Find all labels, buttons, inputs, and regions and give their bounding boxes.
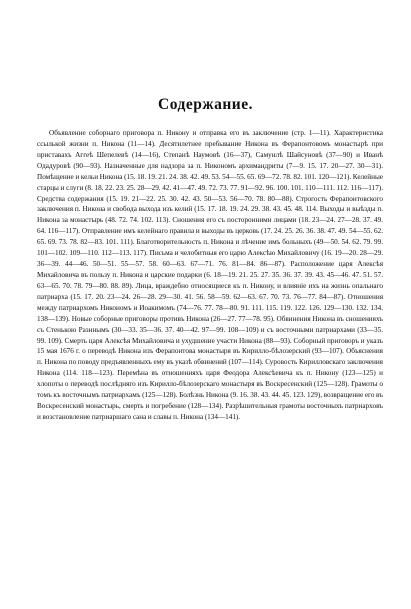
page-title: Содержание. [158, 96, 253, 113]
contents-paragraph: Объявление соборнаго приговора п. Никону и отправка его въ заключение (стр. 1—11). Характеристика ссылькой жизни п. Никона (11—14). Десятилетнее пребывание Никона въ Ферапонтовомъ монастырѣ при приставахъ Аггеѣ Шепелевѣ (14—16), Степанѣ Наумовѣ (16—37), Самуилѣ Шайсуновѣ (37—90) и Иванѣ Одадуровѣ (90—93). Назначенные для надзора за п. Никономъ архимандриты (7—9. 15. 17. 20—27. 30—31). Помѣщение и кельи Никона (15. 18. 19. 21. 24. 38. 42. 49. 53. 54—55. 65. 69—72. 78. 82. 101. 120—121). Келейные старцы и слуги (8. 18. 22. 23. 25. 28—29. 42. 41—47. 49. 72. 73. 77. 91—92. 96. 100. 101. 110—111. 112. 116—117). Средства содержания (15. 19. 21—22. 25. 30. 42. 43. 50—53. 56—70. 78. 80—88). Строгость Ферапонтовского заключения п. Никона и свобода выхода изъ келий (15. 17. 18. 19. 24. 29. 38. 43. 45. 48. 114. Выходы и выѣзды п. Никона за монастырь (48. 72. 74. 102. 113). Сношения его съ посторонними лицами (18. 23—24. 27—28. 37. 49. 64. 116—117). Отправление имъ келейнаго правила и выходы въ церковь (17. 24. 25. 26. 36. 38. 47. 49. 54—55. 62. 65. 69. 73. 78. 82—83. 101. 111). Благотворительность п. Никона и лѣчение имъ больныхъ (49—50. 54. 62. 79. 99. 101—102. 109—110. 112—113. 117). Письма и челобитныя его царю Алексѣю Михайловичу (16. 19—20. 28—29. 36—39. 44—46. 50—51. 55—57. 58. 60—63. 67—71. 76. 81—84. 86—87). Расположение царя Алексѣя Михайловича въ пользу п. Никона и царские подарки (6. 18—19. 21. 25. 27. 35. 36. 37. 39. 43. 45—46. 47. 51. 57. 63—65. 70. 78. 79—80. 88. 89). Лица, враждебно относящиеся къ п. Никону, и влиянie ихъ на жизнь опальнаго патриарха (15. 17. 20. 23—24. 26—28. 29—30. 41. 56. 58—59. 62—63. 67. 70. 73. 76—77. 84—87). Отношения между патриархомъ Никономъ и Иоакимомъ (74—76. 77. 78—80. 91. 111. 115. 119. 122. 126. 129—130. 132. 134. 138—139). Новые соборные приговоры противъ Никона (26—27. 77—78. 95). Обвинения Никона въ сношенияхъ съ Стенькою Разинымъ (30—33. 35—36. 37. 40—42. 97—99. 108—109) и съ восточными патриархами (33—35. 99. 109). Смерть царя Алексѣя Михайловича и ухудшение участи Никона (88—93). Соборный приговоръ и указъ 15 мая 1676 г. о переводѣ Никона изъ Ферапонтова монастыря въ Кирилло-бѣлозерский (93—107). Объяснения п. Никона по поводу предъявленныхъ ему въ указѣ обвинений (107—114). Суровость Кирилловскаго заключения Никона (114. 118—123). Перемѣна въ отношенияхъ царя Феодора Алексѣевича къ п. Никону (123—125) и хлопоты о переводѣ послѣдняго изъ Кирилло-бѣлозерскаго монастыря въ Воскресенский (125—128). Грамоты о томъ къ восточнымъ патриархамъ (125—128). Болѣзнь Никона (9. 16. 38. 43. 44. 45. 123. 129), возвращение его въ Воскресенский монастырь, смерть и погребение (128—134). Разрѣшительныя грамоты восточныхъ патриарховъ и возстановление патриаршаго сана и славы п. Никона (134—141). [37, 129, 383, 421]
